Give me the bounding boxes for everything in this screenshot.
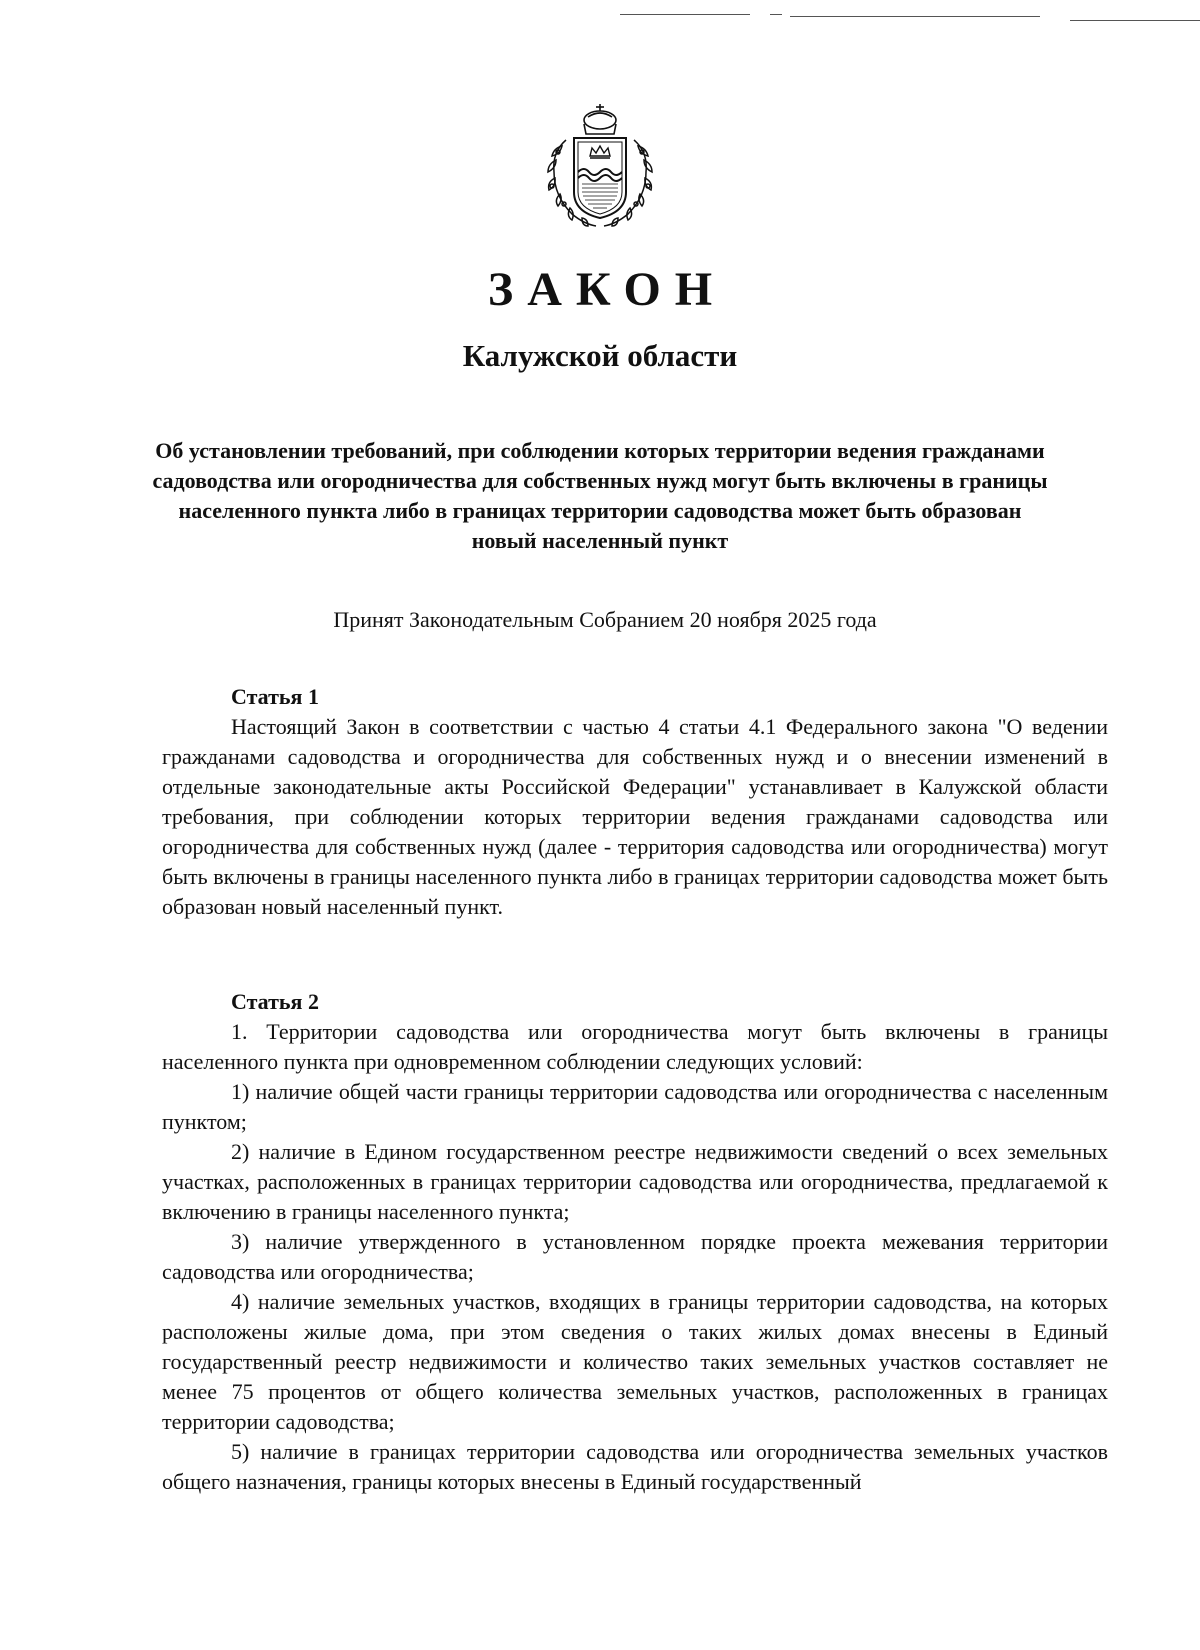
- article-2-item: 4) наличие земельных участков, входящих в границы территории садоводства, на которых расположены жилые дома, при этом сведения о таких жилых домах внесены в Единый государственный реестр недвижимости и количество таких земельных участков составляет не менее 75 процентов от общего количества земельных участков, расположенных в границах территории садоводства;: [162, 1289, 1108, 1434]
- article-2-item: 2) наличие в Едином государственном реестре недвижимости сведений о всех земельных участках, расположенных в границах территории садоводства или огородничества, предлагаемой к включению в границы населенного пункта;: [162, 1139, 1108, 1224]
- document-title: Об установлении требований, при соблюдении которых территории ведения гражданами садоводства или огородничества для собственных нужд могут быть включены в границы населенного пункта либо в границах территории садоводства может быть образован новый населенный пункт: [152, 438, 1048, 553]
- article-1: [162, 682, 1108, 922]
- article-2-heading: Статья 2: [231, 989, 319, 1014]
- article-1-heading: Статья 1: [231, 684, 319, 709]
- document-type-heading: ЗАКОН: [487, 263, 727, 316]
- scan-line: [770, 14, 782, 15]
- kaluga-coat-of-arms-icon: [536, 100, 664, 232]
- scan-line: [1070, 20, 1200, 21]
- article-2-item: 5) наличие в границах территории садоводства или огородничества земельных участков общего назначения, границы которых внесены в Единый государственный: [162, 1439, 1108, 1494]
- region-subheading: Калужской области: [462, 338, 738, 373]
- scan-line: [790, 16, 1040, 17]
- article-2-paragraph: 1. Территории садоводства или огородничества могут быть включены в границы населенного пункта при одновременном соблюдении следующих условий:: [162, 1019, 1108, 1074]
- article-2-item: 3) наличие утвержденного в установленном порядке проекта межевания территории садоводства или огородничества;: [162, 1229, 1108, 1284]
- adoption-date-line: Принят Законодательным Собранием 20 ноября 2025 года: [333, 607, 877, 632]
- article-2-item: 1) наличие общей части границы территории садоводства или огородничества с населенным пунктом;: [162, 1079, 1108, 1134]
- coat-of-arms-emblem: [536, 100, 664, 232]
- article-2: [162, 987, 1108, 1497]
- scan-line: [620, 14, 750, 15]
- article-1-paragraph: Настоящий Закон в соответствии с частью 4 статьи 4.1 Федерального закона "О ведении гражданами садоводства и огородничества для собственных нужд и о внесении изменений в отдельные законодательные акты Российской Федерации" устанавливает в Калужской области требования, при соблюдении которых территории ведения гражданами садоводства или огородничества для собственных нужд (далее - территория садоводства или огородничества) могут быть включены в границы населенного пункта либо в границах территории садоводства может быть образован новый населенный пункт.: [162, 714, 1108, 919]
